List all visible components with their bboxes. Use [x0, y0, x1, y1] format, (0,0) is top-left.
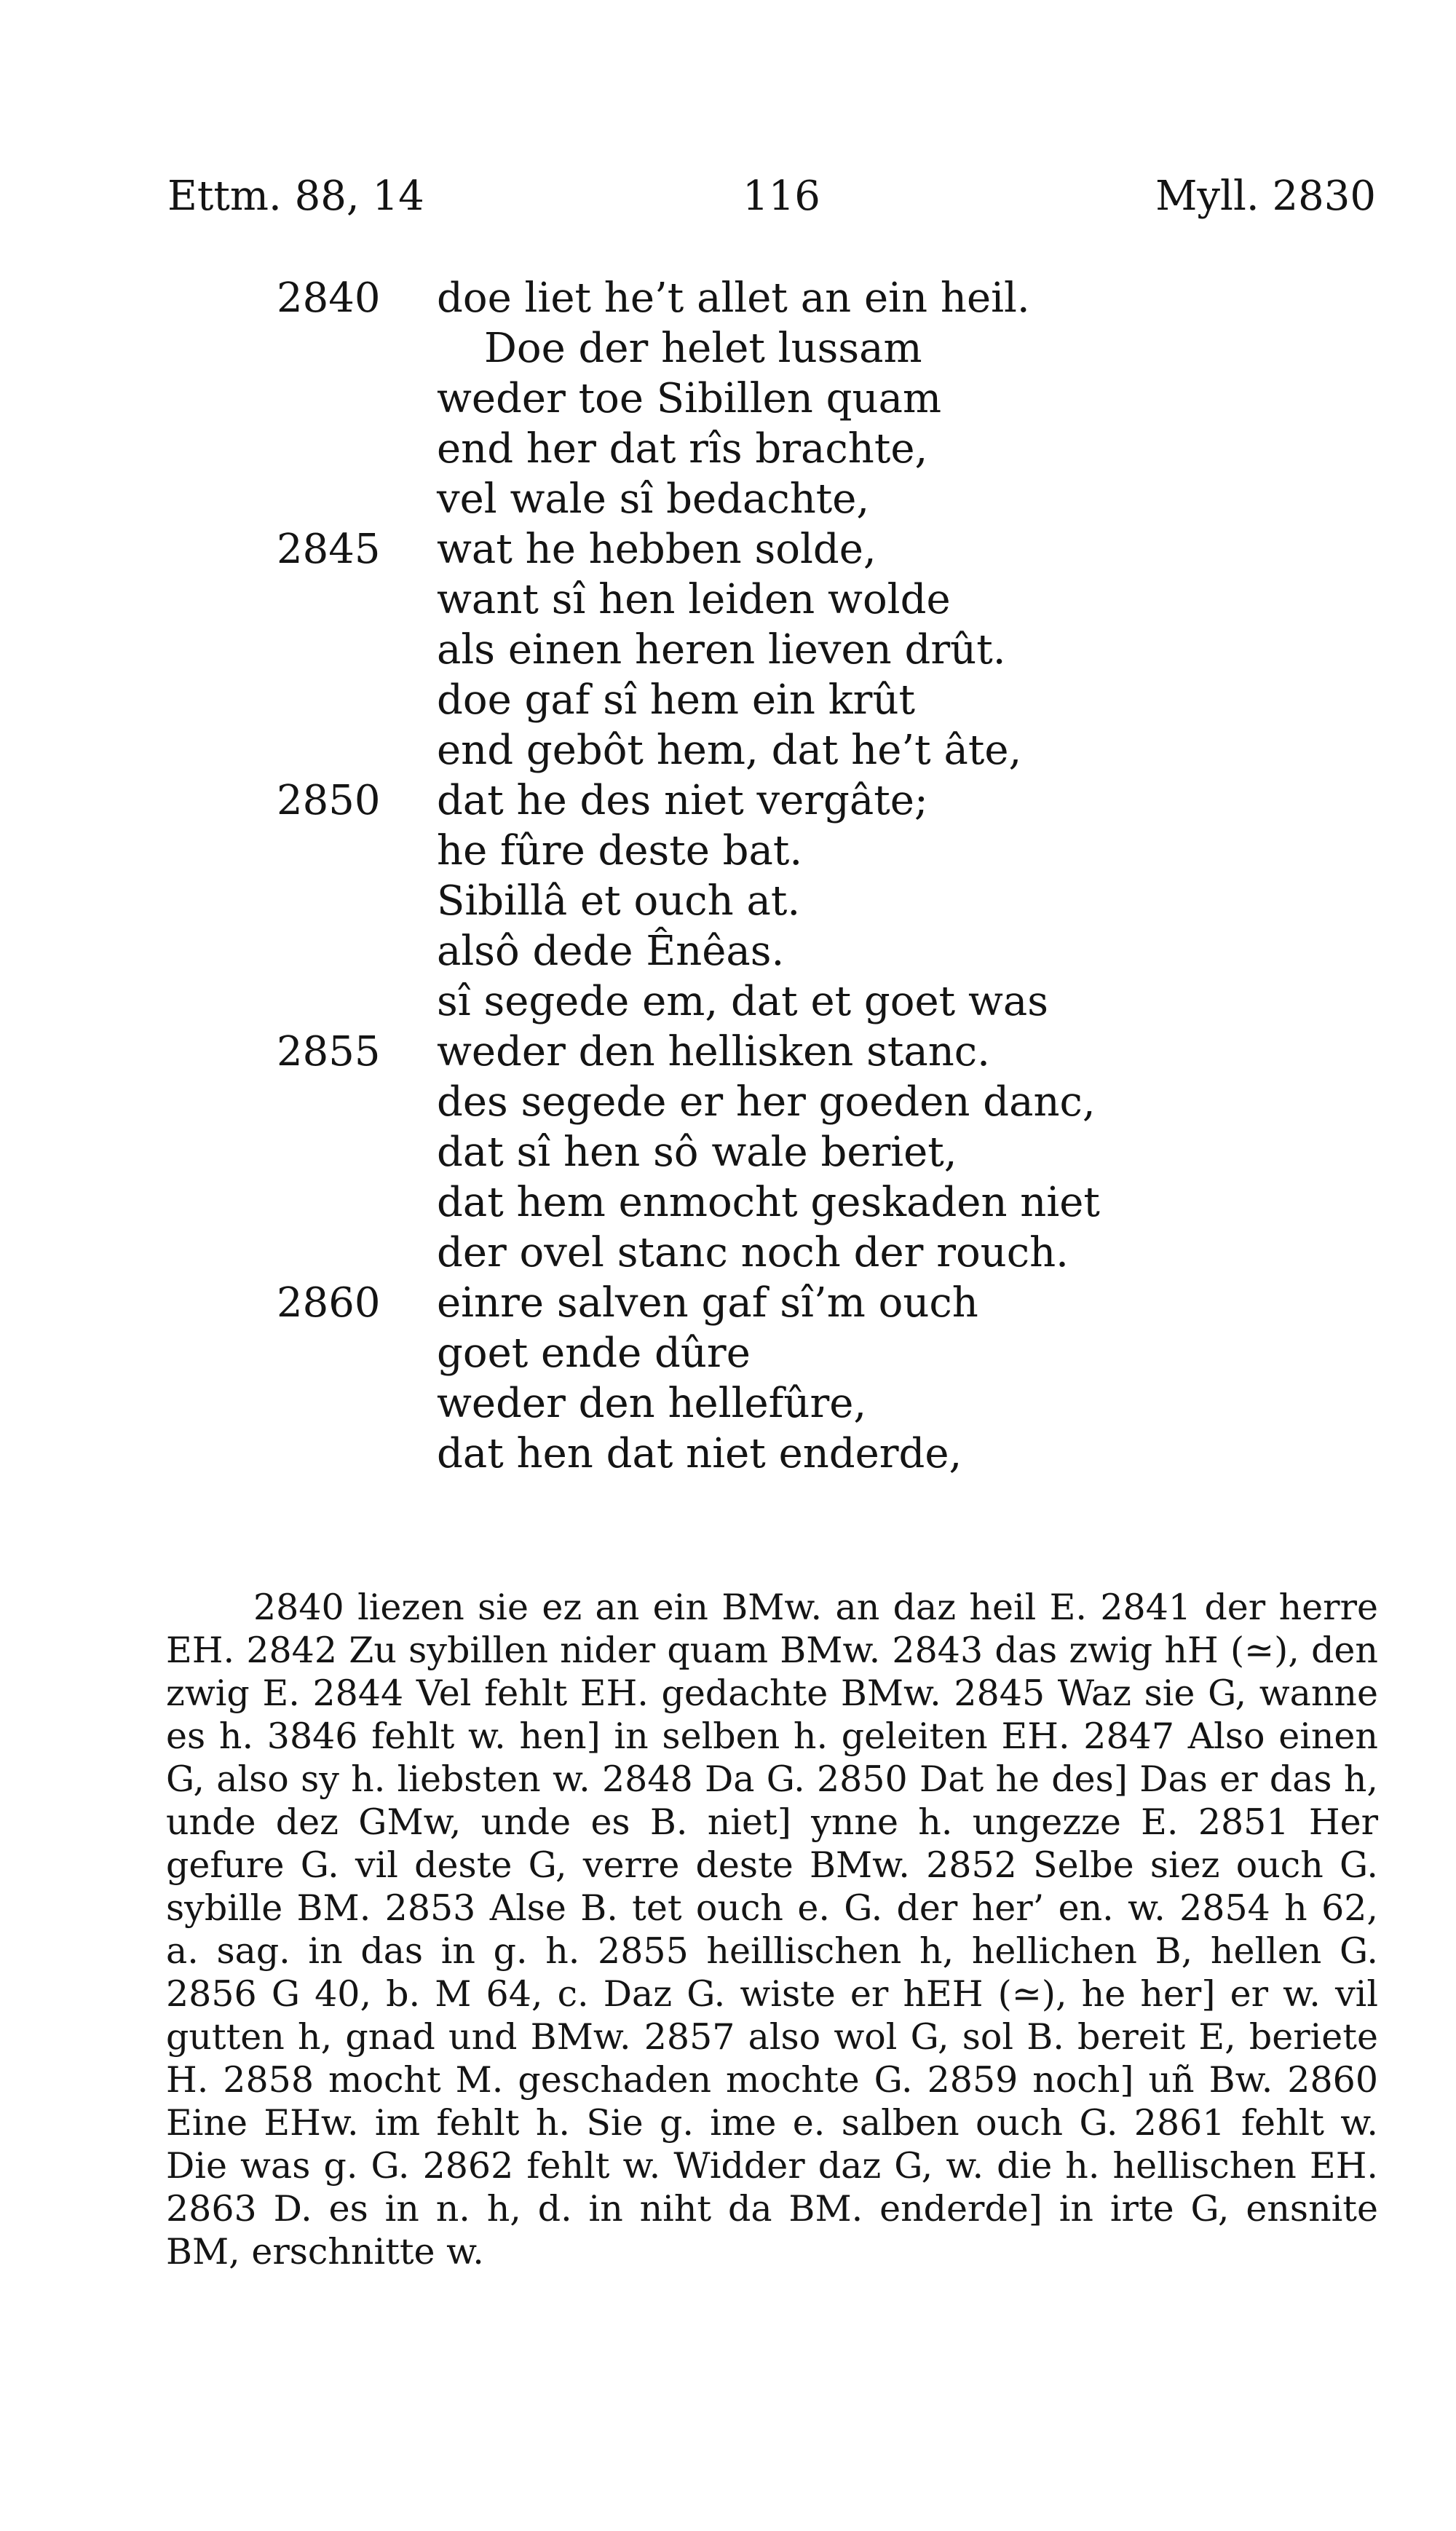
verse-text-block: [277, 273, 1223, 1479]
verse-line: [277, 976, 1223, 1027]
verse-line: [277, 926, 1223, 976]
verse-text: weder den hellefûre,: [437, 1380, 867, 1427]
verse-text: goet ende dûre: [437, 1330, 751, 1377]
header-left-reference: Ettm. 88, 14: [167, 173, 424, 220]
verse-line: [277, 1429, 1223, 1479]
verse-text: dat sî hen sô wale beriet,: [437, 1129, 957, 1176]
verse-text: he fûre deste bat.: [437, 827, 803, 874]
verse-line: [277, 725, 1223, 775]
verse-line: [277, 1228, 1223, 1278]
verse-text: end her dat rîs brachte,: [437, 425, 928, 473]
running-header: [167, 167, 1376, 226]
verse-line: [277, 323, 1223, 374]
verse-number: 2850: [277, 777, 381, 824]
verse-line: [277, 273, 1223, 323]
verse-line: [277, 1328, 1223, 1378]
verse-number: 2855: [277, 1028, 381, 1075]
verse-text: dat hem enmocht geskaden niet: [437, 1179, 1100, 1226]
verse-text: Doe der helet lussam: [484, 325, 922, 372]
verse-text: doe liet he’t allet an ein heil.: [437, 275, 1030, 322]
page-number: 116: [743, 173, 820, 220]
verse-line: [277, 1177, 1223, 1228]
verse-text: end gebôt hem, dat he’t âte,: [437, 727, 1022, 774]
verse-line: [277, 1278, 1223, 1328]
verse-number: 2840: [277, 275, 381, 322]
verse-text: wat he hebben solde,: [437, 526, 877, 573]
critical-apparatus: 2840 liezen sie ez an ein BMw. an daz heil E. 2841 der herre EH. 2842 Zu sybillen nider quam BMw. 2843 das zwig hH (≃), den zwig E. 2844 Vel fehlt EH. gedachte BMw. 2845 Waz sie G, wanne es h. 3846 fehlt w. hen] in selben h. geleiten EH. 2847 Also einen G, also sy h. liebsten w. 2848 Da G. 2850 Dat he des] Das er das h, unde dez GMw, unde es B. niet] ynne h. ungezze E. 2851 Her gefure G. vil deste G, verre deste BMw. 2852 Selbe siez ouch G. sybille BM. 2853 Alse B. tet ouch e. G. der her’ en. w. 2854 h 62, a. sag. in das in g. h. 2855 heillischen h, hellichen B, hellen G. 2856 G 40, b. M 64, c. Daz G. wiste er hEH (≃), he her] er w. vil gutten h, gnad und BMw. 2857 also wol G, sol B. bereit E, beriete H. 2858 mocht M. geschaden mochte G. 2859 noch] uñ Bw. 2860 Eine EHw. im fehlt h. Sie g. ime e. salben ouch G. 2861 fehlt w. Die was g. G. 2862 fehlt w. Widder daz G, w. die h. hellischen EH. 2863 D. es in n. h, d. in niht da BM. enderde] in irte G, ensnite BM, erschnitte w.: [166, 1587, 1378, 2273]
verse-text: want sî hen leiden wolde: [437, 576, 951, 623]
verse-line: [277, 1027, 1223, 1077]
verse-line: [277, 474, 1223, 524]
verse-line: [277, 625, 1223, 675]
verse-text: sî segede em, dat et goet was: [437, 978, 1048, 1025]
verse-text: des segede er her goeden danc,: [437, 1078, 1096, 1126]
verse-line: [277, 675, 1223, 725]
verse-text: vel wale sî bedachte,: [437, 475, 870, 523]
verse-number: 2845: [277, 526, 381, 573]
verse-text: als einen heren lieven drût.: [437, 626, 1006, 674]
verse-line: [277, 775, 1223, 826]
verse-text: einre salven gaf sî’m ouch: [437, 1279, 978, 1327]
verse-line: [277, 1077, 1223, 1127]
verse-text: doe gaf sî hem ein krût: [437, 676, 916, 724]
verse-line: [277, 524, 1223, 574]
header-right-reference: Myll. 2830: [1155, 173, 1376, 220]
verse-text: weder den hellisken stanc.: [437, 1028, 990, 1075]
verse-line: [277, 876, 1223, 926]
verse-text: weder toe Sibillen quam: [437, 375, 942, 422]
verse-line: [277, 574, 1223, 625]
verse-line: [277, 374, 1223, 424]
verse-text: Sibillâ et ouch at.: [437, 877, 801, 925]
verse-line: [277, 1127, 1223, 1177]
verse-line: [277, 826, 1223, 876]
verse-text: dat he des niet vergâte;: [437, 777, 928, 824]
verse-number: 2860: [277, 1279, 381, 1327]
verse-text: dat hen dat niet enderde,: [437, 1430, 962, 1477]
verse-text: der ovel stanc noch der rouch.: [437, 1229, 1069, 1276]
verse-text: alsô dede Ênêas.: [437, 928, 785, 975]
verse-line: [277, 424, 1223, 474]
verse-line: [277, 1378, 1223, 1429]
